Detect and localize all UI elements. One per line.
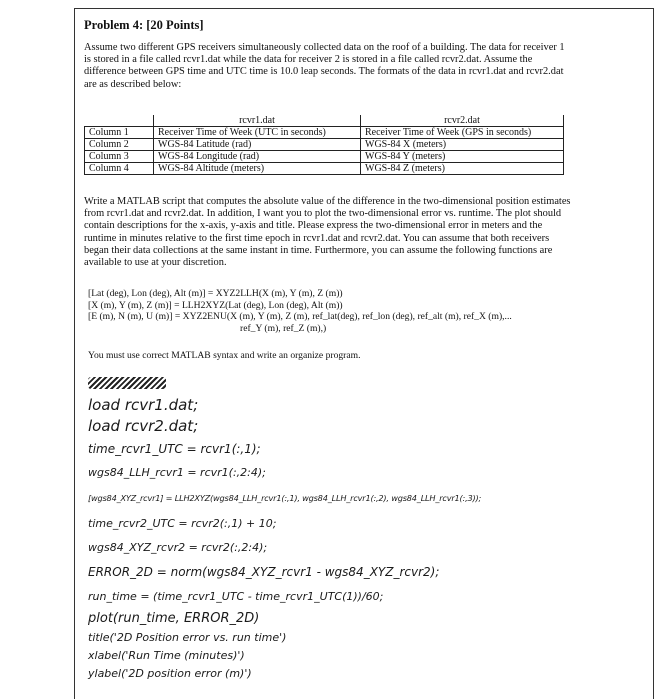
handwritten-line: time_rcvr2_UTC = rcvr2(:,1) + 10;	[88, 517, 277, 530]
table-cell: Column 3	[85, 151, 154, 163]
handwritten-line: ylabel('2D position error (m)')	[88, 667, 252, 680]
handwritten-line: load rcvr1.dat;	[88, 396, 199, 414]
function-signature: [E (m), N (m), U (m)] = XYZ2ENU(X (m), Y (m), Z (m), ref_lat(deg), ref_lon (deg), ref_alt (m), ref_X (m),...	[88, 311, 512, 323]
scribbled-out-text	[88, 372, 481, 391]
handwritten-line: xlabel('Run Time (minutes)')	[88, 649, 245, 662]
intro-paragraph: Assume two different GPS receivers simultaneously collected data on the roof of a building. The data for receiver 1 is stored in a file called rcvr1.dat while the data for receiver 2 is stored in a file called rcvr2.dat. Assume the difference between GPS time and UTC time is 10.0 leap seconds. The formats of the data in rcvr1.dat and rcvr2.dat are as described below:	[84, 42, 565, 90]
problem-title: Problem 4: [20 Points]	[84, 18, 204, 32]
handwritten-line: wgs84_LLH_rcvr1 = rcvr1(:,2:4);	[88, 466, 266, 479]
handwritten-line: ERROR_2D = norm(wgs84_XYZ_rcvr1 - wgs84_XYZ_rcvr2);	[88, 565, 440, 579]
table-cell: WGS-84 Latitude (rad)	[154, 139, 361, 151]
table-cell: WGS-84 X (meters)	[361, 139, 564, 151]
table-cell: Column 4	[85, 163, 154, 175]
task-paragraph: Write a MATLAB script that computes the absolute value of the difference in the two-dimensional position estimates from rcvr1.dat and rcvr2.dat. In addition, I want you to plot the two-dimensional error vs. runtime. The plot should contain descriptions for the x-axis, y-axis and title. Please express the two-dimensional error in meters and the runtime in minutes relative to the first time epoch in rcvr1.dat and rcvr2.dat. You can assume that both receivers began their data collections at the same instant in time. Furthermore, you can assume the following functions are available to use at your discretion.	[84, 196, 571, 269]
function-signature: [X (m), Y (m), Z (m)] = LLH2XYZ(Lat (deg), Lon (deg), Alt (m))	[88, 299, 343, 311]
table-cell: WGS-84 Longitude (rad)	[154, 151, 361, 163]
table-header-row	[85, 115, 564, 127]
function-signature: [Lat (deg), Lon (deg), Alt (m)] = XYZ2LLH(X (m), Y (m), Z (m))	[88, 288, 343, 299]
handwritten-line: title('2D Position error vs. run time')	[88, 631, 287, 644]
handwritten-line: wgs84_XYZ_rcvr2 = rcvr2(:,2:4);	[88, 541, 268, 554]
table-cell: Receiver Time of Week (GPS in seconds)	[361, 127, 564, 139]
table-header-cell: rcvr1.dat	[154, 115, 361, 127]
table-cell: WGS-84 Z (meters)	[361, 163, 564, 175]
handwritten-answer	[88, 372, 481, 683]
handwritten-line: [wgs84_XYZ_rcvr1] = LLH2XYZ(wgs84_LLH_rcvr1(:,1), wgs84_LLH_rcvr1(:,2), wgs84_LLH_rcvr1(:,3));	[88, 493, 482, 503]
table-row	[85, 139, 564, 151]
handwritten-line: run_time = (time_rcvr1_UTC - time_rcvr1_UTC(1))/60;	[88, 590, 384, 603]
handwritten-line: time_rcvr1_UTC = rcvr1(:,1);	[88, 442, 261, 456]
handwritten-line: plot(run_time, ERROR_2D)	[88, 611, 260, 626]
function-list	[88, 288, 512, 334]
table-header-cell	[85, 115, 154, 127]
table-cell: Column 2	[85, 139, 154, 151]
table-cell: WGS-84 Altitude (meters)	[154, 163, 361, 175]
table-row	[85, 163, 564, 175]
table-cell: Receiver Time of Week (UTC in seconds)	[154, 127, 361, 139]
table-header-cell: rcvr2.dat	[361, 115, 564, 127]
table-cell: Column 1	[85, 127, 154, 139]
instruction-note: You must use correct MATLAB syntax and write an organize program.	[88, 350, 361, 361]
handwritten-line: load rcvr2.dat;	[88, 417, 199, 435]
function-signature: ref_Y (m), ref_Z (m),)	[240, 322, 327, 334]
data-format-table	[84, 115, 564, 175]
table-row	[85, 127, 564, 139]
table-cell: WGS-84 Y (meters)	[361, 151, 564, 163]
table-row	[85, 151, 564, 163]
